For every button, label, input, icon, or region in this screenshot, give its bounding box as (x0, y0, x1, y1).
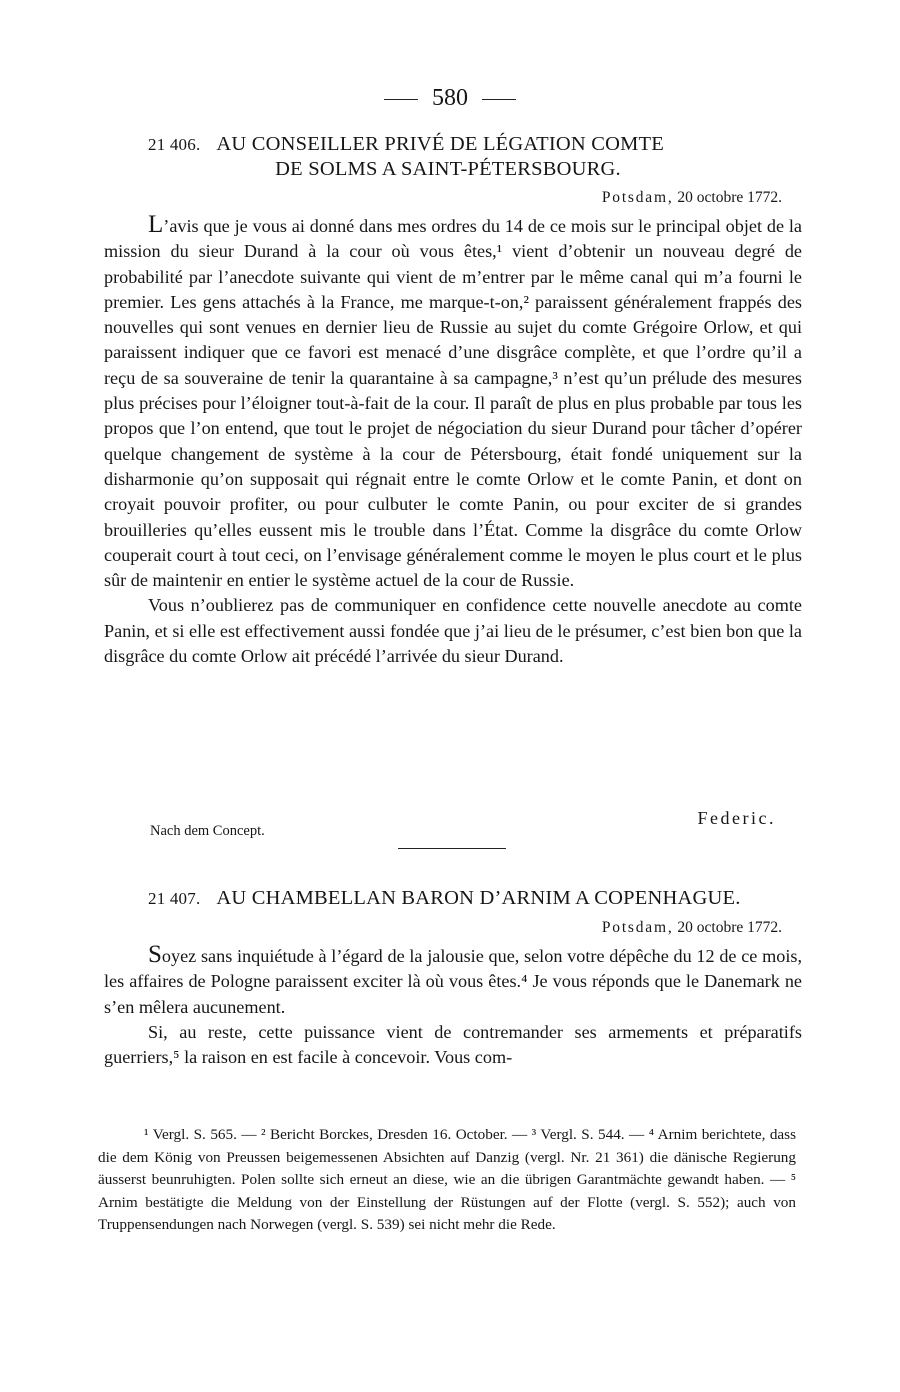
dateline-date: 20 octobre 1772. (677, 189, 782, 206)
dash-left (384, 99, 418, 100)
page-number (0, 84, 900, 112)
letter-heading-21407 (148, 886, 788, 911)
letter-address-line1: AU CHAMBELLAN BARON D’ARNIM A COPENHAGUE. (216, 887, 741, 909)
letter-heading-21406 (148, 132, 788, 182)
paragraph-text: Si, au reste, cette puissance vient de contremander ses armements et préparatifs guerriers,⁵ la raison en est facile à concevoir. Vous com- (104, 1021, 802, 1068)
paragraph (104, 211, 802, 593)
letter-address-line2: DE SOLMS A SAINT-PÉTERSBOURG. (275, 158, 621, 180)
dateline-place: Potsdam, (601, 189, 674, 206)
paragraph-text: Vous n’oublierez pas de communiquer en confidence cette nouvelle anecdote au comte Panin, et si elle est effectivement aussi fondée que j’ai lieu de le présumer, c’est bien bon que la disgrâce du comte Orlow ait précédé l’arrivée du sieur Durand. (104, 595, 802, 667)
letter-dateline (602, 918, 782, 938)
dateline-place: Potsdam, (601, 919, 674, 936)
letter-body-21406 (104, 211, 802, 669)
footnotes (98, 1124, 796, 1237)
paragraph (104, 1020, 802, 1071)
letter-number: 21 407. (148, 889, 201, 908)
letter-number: 21 406. (148, 135, 201, 154)
signature: Federic. (697, 808, 776, 828)
dash-right (482, 99, 516, 100)
paragraph (104, 593, 802, 669)
dateline-date: 20 octobre 1772. (677, 919, 782, 936)
paragraph-text: ’avis que je vous ai donné dans mes ordres du 14 de ce mois sur le principal objet de la mission du sieur Durand à la cour où vous êtes,¹ vient d’obtenir un nouveau degré de probabilité par l’anecdote suivante qui vient de m’entrer par le même canal qui m’a fourni le premier. Les gens attachés à la France, me marque-t-on,² paraissent généralement frappés des nouvelles qui sont venues en dernier lieu de Russie au sujet du comte Grégoire Orlow, et qui paraissent indiquer que ce favori est menacé d’une disgrâce complète, et que l’ordre qu’il a reçu de sa souveraine de tenir la quarantaine à sa campagne,³ n’est qu’un prélude des mesures plus précises pour l’éloigner tout-à-fait de la cour. Il paraît de plus en plus probable par tous les propos que l’on entend, que tout le projet de négociation du sieur Durand pour tâcher d’opérer quelque changement de système à la cour de Pétersbourg, était fondé uniquement sur la disharmonie qu’on supposait qui régnait entre le comte Orlow et le comte Panin, et dont on croyait pouvoir profiter, ou pour culbuter le comte Panin, ou pour exciter de si grandes brouilleries qu’elles eussent mis le trouble dans l’État. Comme la disgrâce du comte Orlow couperait court à tout ceci, on l’envisage généralement comme le moyen le plus court et le plus sûr de maintenir en entier le système actuel de la cour de Russie. (104, 216, 802, 591)
drop-initial: L (148, 211, 164, 238)
paragraph (104, 941, 802, 1020)
footnotes-text: ¹ Vergl. S. 565. — ² Bericht Borckes, Dresden 16. October. — ³ Vergl. S. 544. — ⁴ Arnim berichtete, dass die dem König von Preussen beigemessenen Absichten auf Danzig (vergl. Nr. 21 361) die dänische Regierung äusserst beunruhigten. Polen sollte sich erneut an diese, wie an die übrigen Garantmächte gewandt haben. — ⁵ Arnim bestätigte die Meldung von der Einstellung der Rüstungen auf der Flotte (vergl. S. 552); auch von Truppensendungen nach Norwegen (vergl. S. 539) sei nicht mehr die Rede. (98, 1126, 796, 1234)
letter-address-line1: AU CONSEILLER PRIVÉ DE LÉGATION COMTE (216, 133, 664, 155)
source-note: Nach dem Concept. (150, 823, 265, 839)
letter-dateline (602, 188, 782, 208)
section-rule (398, 848, 506, 849)
drop-initial: S (148, 941, 162, 968)
page-number-text: 580 (432, 85, 468, 111)
paragraph-text: oyez sans inquiétude à l’égard de la jalousie que, selon votre dépêche du 12 de ce mois, les affaires de Pologne paraissent exciter là où vous êtes.⁴ Je vous réponds que le Danemark ne s’en mêlera aucunement. (104, 946, 802, 1017)
letter-body-21407 (104, 941, 802, 1070)
